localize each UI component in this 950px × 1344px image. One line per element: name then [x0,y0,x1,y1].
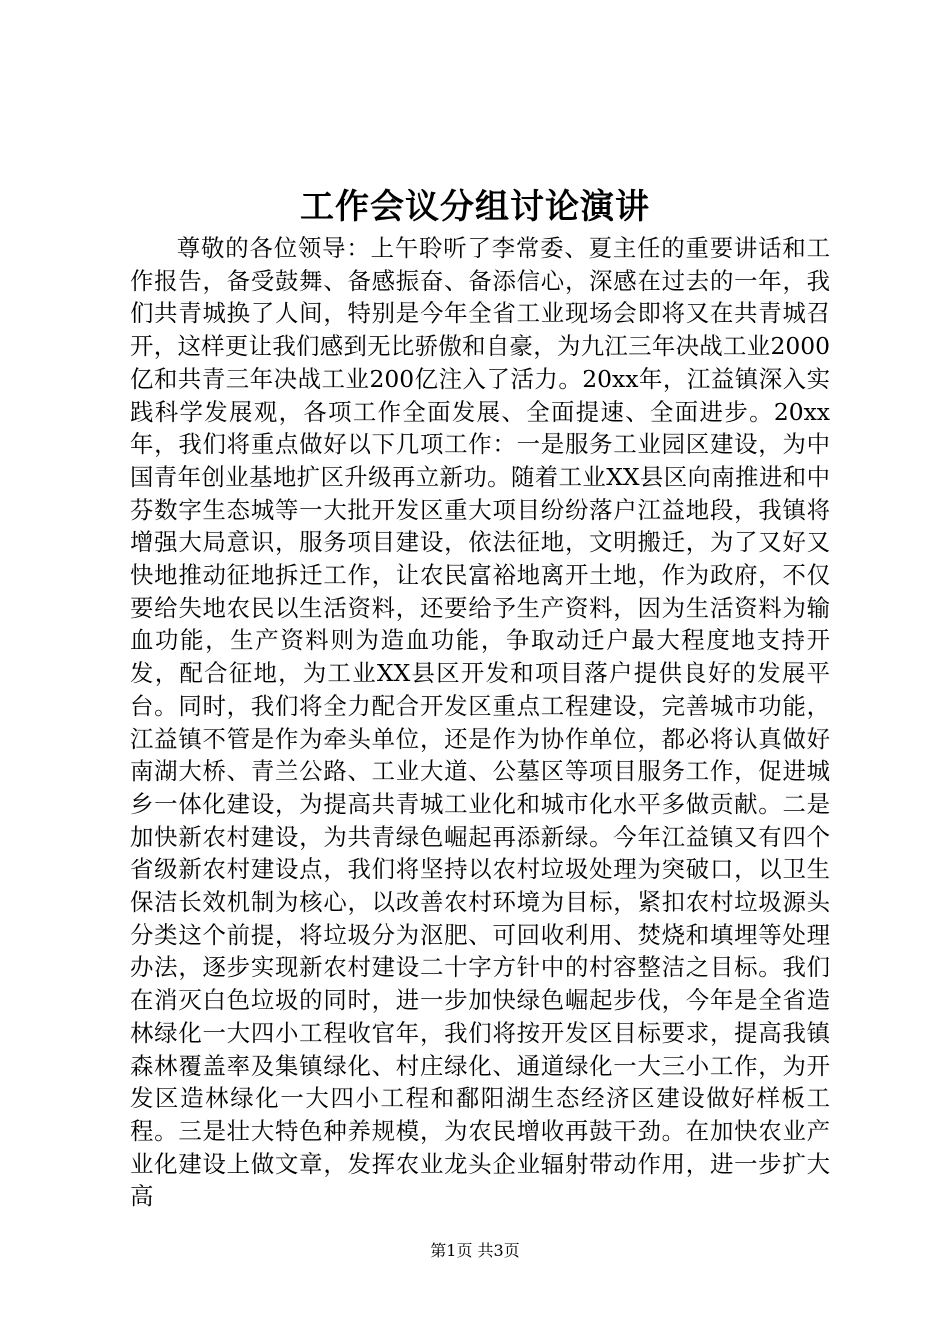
document-title: 工作会议分组讨论演讲 [300,187,650,227]
page-footer: 第1页 共3页 [430,1241,520,1260]
document-body-paragraph: 尊敬的各位领导：上午聆听了李常委、夏主任的重要讲话和工作报告，备受鼓舞、备感振奋、备添信心，深感在过去的一年，我们共青城换了人间，特别是今年全省工业现场会即将又在共青城召开，这样更让我们感到无比骄傲和自豪，为九江三年决战工业2000亿和共青三年决战工业200亿注入了活力。20xx年，江益镇深入实践科学发展观，各项工作全面发展、全面提速、全面进步。20xx年，我们将重点做好以下几项工作：一是服务工业园区建设，为中国青年创业基地扩区升级再立新功。随着工业XX县区向南推进和中芬数字生态城等一大批开发区重大项目纷纷落户江益地段，我镇将增强大局意识，服务项目建设，依法征地，文明搬迁，为了又好又快地推动征地拆迁工作，让农民富裕地离开土地，作为政府，不仅要给失地农民以生活资料，还要给予生产资料，因为生活资料为输血功能，生产资料则为造血功能，争取动迁户最大程度地支持开发，配合征地，为工业XX县区开发和项目落户提供良好的发展平台。同时，我们将全力配合开发区重点工程建设，完善城市功能，江益镇不管是作为牵头单位，还是作为协作单位，都必将认真做好南湖大桥、青兰公路、工业大道、公墓区等项目服务工作，促进城乡一体化建设，为提高共青城工业化和城市化水平多做贡献。二是加快新农村建设，为共青绿色崛起再添新绿。今年江益镇又有四个省级新农村建设点，我们将坚持以农村垃圾处理为突破口，以卫生保洁长效机制为核心，以改善农村环境为目标，紧扣农村垃圾源头分类这个前提，将垃圾分为沤肥、可回收利用、焚烧和填埋等处理办法，逐步实现新农村建设二十字方针中的村容整洁之目标。我们在消灭白色垃圾的同时，进一步加快绿色崛起步伐，今年是全省造林绿化一大四小工程收官年，我们将按开发区目标要求，提高我镇森林覆盖率及集镇绿化、村庄绿化、通道绿化一大三小工作，为开发区造林绿化一大四小工程和鄱阳湖生态经济区建设做好样板工程。三是壮大特色种养规模，为农民增收再鼓干劲。在加快农业产业化建设上做文章，发挥农业龙头企业辐射带动作用，进一步扩大高 [130,234,830,1211]
